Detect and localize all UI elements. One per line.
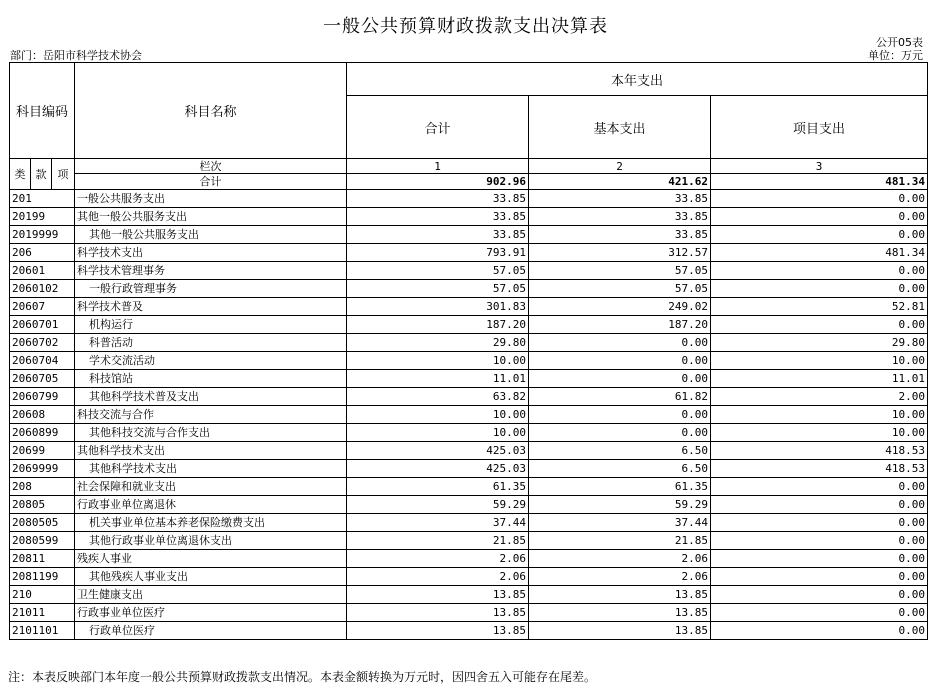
- table-row: [10, 424, 928, 442]
- row-code: 2060799: [10, 388, 75, 406]
- row-project: 481.34: [711, 244, 928, 262]
- row-code: 21011: [10, 604, 75, 622]
- table-row: [10, 352, 928, 370]
- table-row: [10, 586, 928, 604]
- row-code: 208: [10, 478, 75, 496]
- row-code: 2081199: [10, 568, 75, 586]
- row-total: 11.01: [347, 370, 529, 388]
- row-basic: 13.85: [529, 622, 711, 640]
- total-project: 481.34: [711, 174, 928, 190]
- row-index-1: 1: [347, 159, 529, 174]
- table-row: [10, 514, 928, 532]
- row-name: 科普活动: [75, 334, 347, 352]
- header-current-year-expense: 本年支出: [347, 63, 928, 96]
- row-code: 2060702: [10, 334, 75, 352]
- table-row: [10, 460, 928, 478]
- form-code: 公开05表: [876, 36, 923, 49]
- row-project: 418.53: [711, 460, 928, 478]
- row-project: 0.00: [711, 262, 928, 280]
- row-name: 其他科学技术支出: [75, 442, 347, 460]
- row-total: 21.85: [347, 532, 529, 550]
- row-name: 行政事业单位离退休: [75, 496, 347, 514]
- table-row: [10, 370, 928, 388]
- row-project: 10.00: [711, 424, 928, 442]
- row-basic: 0.00: [529, 334, 711, 352]
- table-row: [10, 226, 928, 244]
- row-basic: 249.02: [529, 298, 711, 316]
- row-name: 其他残疾人事业支出: [75, 568, 347, 586]
- header-kind-lei: 类: [10, 159, 31, 190]
- row-name: 行政事业单位医疗: [75, 604, 347, 622]
- table-row: [10, 550, 928, 568]
- row-name: 科学技术普及: [75, 298, 347, 316]
- row-total: 793.91: [347, 244, 529, 262]
- row-total: 57.05: [347, 262, 529, 280]
- row-index-label: 栏次: [75, 159, 347, 174]
- row-name: 机关事业单位基本养老保险缴费支出: [75, 514, 347, 532]
- header-kind-kuan: 款: [31, 159, 52, 190]
- row-basic: 13.85: [529, 604, 711, 622]
- row-total: 57.05: [347, 280, 529, 298]
- row-name: 其他行政事业单位离退休支出: [75, 532, 347, 550]
- row-code: 206: [10, 244, 75, 262]
- table-row: [10, 568, 928, 586]
- row-total: 37.44: [347, 514, 529, 532]
- table-row: [10, 280, 928, 298]
- row-code: 20608: [10, 406, 75, 424]
- unit-label: 单位：万元: [868, 49, 923, 62]
- row-total: 61.35: [347, 478, 529, 496]
- row-name: 残疾人事业: [75, 550, 347, 568]
- row-project: 0.00: [711, 514, 928, 532]
- row-basic: 21.85: [529, 532, 711, 550]
- row-project: 0.00: [711, 622, 928, 640]
- row-project: 0.00: [711, 568, 928, 586]
- row-total: 10.00: [347, 406, 529, 424]
- row-total: 63.82: [347, 388, 529, 406]
- row-total: 2.06: [347, 550, 529, 568]
- row-basic: 6.50: [529, 460, 711, 478]
- row-project: 0.00: [711, 208, 928, 226]
- row-code: 2060102: [10, 280, 75, 298]
- row-total: 33.85: [347, 226, 529, 244]
- header-subject-name: 科目名称: [75, 63, 347, 159]
- table-row: [10, 388, 928, 406]
- row-basic: 59.29: [529, 496, 711, 514]
- row-project: 0.00: [711, 550, 928, 568]
- row-basic: 33.85: [529, 190, 711, 208]
- row-total: 187.20: [347, 316, 529, 334]
- total-sum: 902.96: [347, 174, 529, 190]
- row-basic: 187.20: [529, 316, 711, 334]
- table-row: [10, 496, 928, 514]
- row-code: 2069999: [10, 460, 75, 478]
- row-name: 其他一般公共服务支出: [75, 226, 347, 244]
- table-row: [10, 442, 928, 460]
- row-project: 418.53: [711, 442, 928, 460]
- row-code: 20811: [10, 550, 75, 568]
- row-project: 0.00: [711, 316, 928, 334]
- header-total: 合计: [347, 96, 529, 159]
- row-name: 其他科学技术普及支出: [75, 388, 347, 406]
- row-code: 2060899: [10, 424, 75, 442]
- row-basic: 61.35: [529, 478, 711, 496]
- row-name: 其他科学技术支出: [75, 460, 347, 478]
- row-code: 210: [10, 586, 75, 604]
- row-basic: 0.00: [529, 370, 711, 388]
- row-basic: 37.44: [529, 514, 711, 532]
- row-code: 20699: [10, 442, 75, 460]
- row-name: 一般公共服务支出: [75, 190, 347, 208]
- row-project: 0.00: [711, 280, 928, 298]
- row-name: 科技交流与合作: [75, 406, 347, 424]
- row-total: 33.85: [347, 208, 529, 226]
- row-code: 2060701: [10, 316, 75, 334]
- table-row: [10, 208, 928, 226]
- row-code: 2101101: [10, 622, 75, 640]
- row-basic: 57.05: [529, 280, 711, 298]
- table-row: [10, 532, 928, 550]
- row-project: 52.81: [711, 298, 928, 316]
- header-subject-code: 科目编码: [10, 63, 75, 159]
- row-project: 0.00: [711, 532, 928, 550]
- row-name: 其他一般公共服务支出: [75, 208, 347, 226]
- row-code: 20805: [10, 496, 75, 514]
- row-name: 行政单位医疗: [75, 622, 347, 640]
- department-label: 部门：岳阳市科学技术协会: [10, 49, 142, 62]
- total-basic: 421.62: [529, 174, 711, 190]
- row-project: 10.00: [711, 406, 928, 424]
- row-index-3: 3: [711, 159, 928, 174]
- row-basic: 6.50: [529, 442, 711, 460]
- row-basic: 2.06: [529, 568, 711, 586]
- row-name: 社会保障和就业支出: [75, 478, 347, 496]
- row-basic: 57.05: [529, 262, 711, 280]
- header-basic: 基本支出: [529, 96, 711, 159]
- table-row: [10, 622, 928, 640]
- page-title: 一般公共预算财政拨款支出决算表: [323, 16, 608, 37]
- row-total: 33.85: [347, 190, 529, 208]
- row-basic: 33.85: [529, 226, 711, 244]
- row-project: 10.00: [711, 352, 928, 370]
- row-basic: 0.00: [529, 406, 711, 424]
- row-basic: 2.06: [529, 550, 711, 568]
- row-total: 13.85: [347, 604, 529, 622]
- table-row: [10, 478, 928, 496]
- table-row: [10, 262, 928, 280]
- table-row: [10, 244, 928, 262]
- row-total: 59.29: [347, 496, 529, 514]
- row-total: 301.83: [347, 298, 529, 316]
- row-name: 机构运行: [75, 316, 347, 334]
- row-basic: 312.57: [529, 244, 711, 262]
- row-basic: 33.85: [529, 208, 711, 226]
- row-code: 2060705: [10, 370, 75, 388]
- total-label: 合计: [75, 174, 347, 190]
- table-row: [10, 406, 928, 424]
- header-kind-xiang: 项: [52, 159, 75, 190]
- row-code: 20199: [10, 208, 75, 226]
- row-basic: 13.85: [529, 586, 711, 604]
- row-basic: 0.00: [529, 424, 711, 442]
- row-total: 29.80: [347, 334, 529, 352]
- row-project: 0.00: [711, 604, 928, 622]
- row-index-2: 2: [529, 159, 711, 174]
- table-row: [10, 316, 928, 334]
- row-name: 科技馆站: [75, 370, 347, 388]
- row-project: 0.00: [711, 190, 928, 208]
- row-project: 2.00: [711, 388, 928, 406]
- footnote: 注：本表反映部门本年度一般公共预算财政拨款支出情况。本表金额转换为万元时，因四舍五入可能存在尾差。: [8, 670, 597, 684]
- row-project: 11.01: [711, 370, 928, 388]
- row-name: 卫生健康支出: [75, 586, 347, 604]
- row-total: 13.85: [347, 586, 529, 604]
- expenditure-table: [9, 62, 928, 640]
- row-total: 10.00: [347, 352, 529, 370]
- row-name: 科学技术支出: [75, 244, 347, 262]
- row-name: 一般行政管理事务: [75, 280, 347, 298]
- row-project: 0.00: [711, 496, 928, 514]
- row-name: 科学技术管理事务: [75, 262, 347, 280]
- row-code: 2080599: [10, 532, 75, 550]
- row-basic: 0.00: [529, 352, 711, 370]
- row-code: 2080505: [10, 514, 75, 532]
- header-project: 项目支出: [711, 96, 928, 159]
- row-name: 其他科技交流与合作支出: [75, 424, 347, 442]
- table-row: [10, 334, 928, 352]
- table-row: [10, 190, 928, 208]
- row-total: 2.06: [347, 568, 529, 586]
- row-project: 29.80: [711, 334, 928, 352]
- row-project: 0.00: [711, 478, 928, 496]
- row-name: 学术交流活动: [75, 352, 347, 370]
- row-total: 13.85: [347, 622, 529, 640]
- row-code: 201: [10, 190, 75, 208]
- row-total: 425.03: [347, 460, 529, 478]
- row-code: 2019999: [10, 226, 75, 244]
- row-code: 20601: [10, 262, 75, 280]
- row-total: 425.03: [347, 442, 529, 460]
- row-project: 0.00: [711, 586, 928, 604]
- row-basic: 61.82: [529, 388, 711, 406]
- row-total: 10.00: [347, 424, 529, 442]
- table-row: [10, 604, 928, 622]
- table-row: [10, 298, 928, 316]
- row-code: 20607: [10, 298, 75, 316]
- row-project: 0.00: [711, 226, 928, 244]
- row-code: 2060704: [10, 352, 75, 370]
